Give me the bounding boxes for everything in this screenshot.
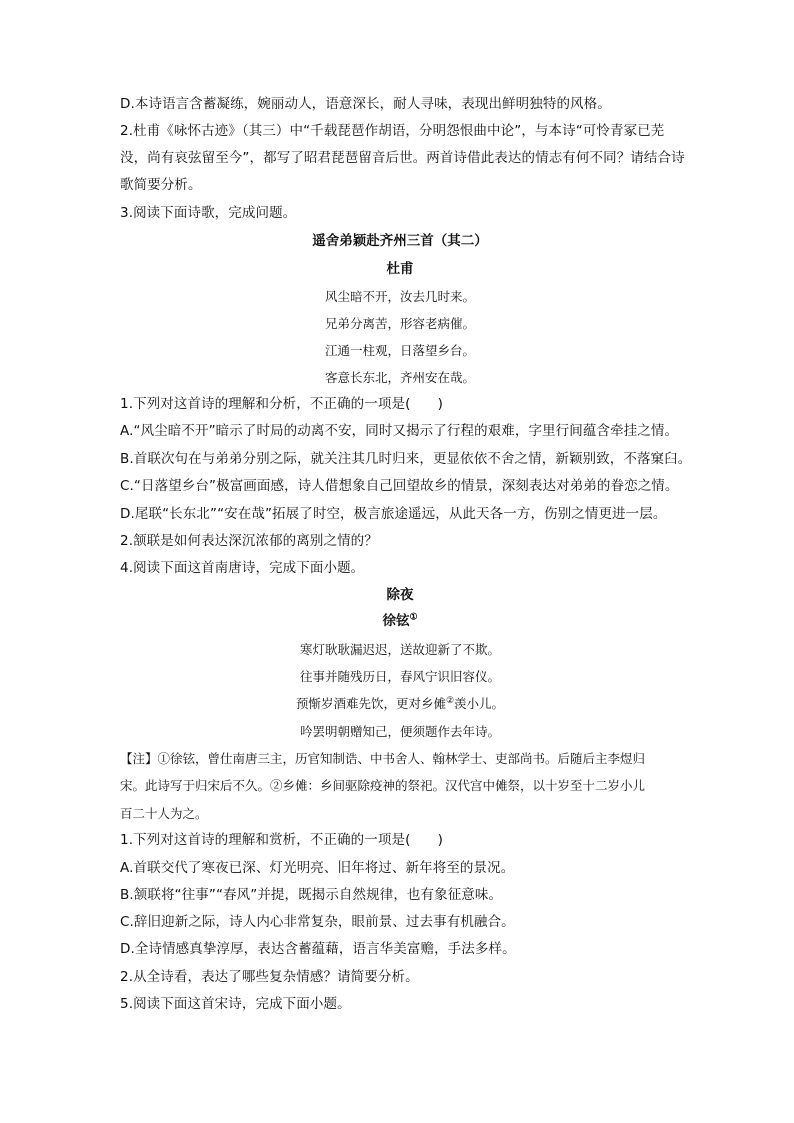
q3-intro: 3.阅读下面诗歌，完成问题。 <box>120 205 297 221</box>
q3-option-c: C.“日落望乡台”极富画面感，诗人借想象自己回望故乡的情景，深刻表达对弟弟的眷恋之情。 <box>120 478 679 494</box>
q3-sub-question-1: 1.下列对这首诗的理解和分析，不正确的一项是( ) <box>120 396 444 412</box>
q4-author-note-mark: ① <box>409 612 418 623</box>
q4-sub-question-2: 2.从全诗看，表达了哪些复杂情感？请简要分析。 <box>120 969 419 985</box>
q3-poem-author: 杜甫 <box>386 261 414 277</box>
q3-poem-line: 江通一柱观，日落望乡台。 <box>324 343 475 358</box>
q4-option-d: D.全诗情感真挚淳厚，表达含蓄蕴藉，语言华美富赡，手法多样。 <box>120 941 516 957</box>
q4-poem-line-part-2: 羡小儿。 <box>454 696 505 711</box>
q4-option-b: B.颔联将“往事”“春风”并提，既揭示自然规律，也有象征意味。 <box>120 887 503 903</box>
q4-note-line-3: 百二十人为之。 <box>120 806 208 821</box>
q4-poem-line: 吟罢明朝赠知己，便须题作去年诗。 <box>299 724 500 739</box>
q3-option-b: B.首联次句在与弟弟分别之际，就关注其几时归来，更显依依不舍之情，新颖别致，不落窠臼。 <box>120 451 692 467</box>
q2-text-line-1: 2.杜甫《咏怀古迹》（其三）中“千载琵琶作胡语，分明怨恨曲中论”，与本诗“可怜青冢已芜 <box>120 123 665 139</box>
q3-option-d: D.尾联“长东北”“安在哉”拓展了时空，极言旅途遥远，从此天各一方，伤别之情更进一层。 <box>120 506 667 522</box>
q3-poem-title: 遥舍弟颖赴齐州三首（其二） <box>312 233 488 249</box>
q3-poem-line: 客意长东北，齐州安在哉。 <box>324 370 475 385</box>
q4-poem-line: 寒灯耿耿漏迟迟，送故迎新了不欺。 <box>299 642 500 657</box>
q4-poem-line-part-1: 预惭岁酒难先饮，更对乡傩 <box>295 696 446 711</box>
q4-option-a: A.首联交代了寒夜已深、灯光明亮、旧年将过、新年将至的景况。 <box>120 860 515 876</box>
q2-text-line-3: 歌简要分析。 <box>120 177 202 193</box>
q4-author-name: 徐铉 <box>382 613 410 629</box>
q4-option-c: C.辞旧迎新之际，诗人内心非常复杂，眼前景、过去事有机融合。 <box>120 914 515 930</box>
q4-poem-title: 除夜 <box>386 587 414 603</box>
q2-text-line-2: 没，尚有哀弦留至今”，都写了昭君琵琶留音后世。两首诗借此表达的情志有何不同？请结合诗 <box>120 150 685 166</box>
q4-intro: 4.阅读下面这首南唐诗，完成下面小题。 <box>120 560 365 576</box>
q3-poem-line: 兄弟分离苦，形容老病催。 <box>324 316 475 331</box>
q3-sub-question-2: 2.颔联是如何表达深沉浓郁的离别之情的？ <box>120 533 378 549</box>
q4-sub-question-1: 1.下列对这首诗的理解和赏析，不正确的一项是( ) <box>120 832 444 848</box>
q3-poem-line: 风尘暗不开，汝去几时来。 <box>324 289 475 304</box>
q4-poem-line <box>120 690 680 717</box>
q4-poem-line: 往事并随残历日，春风宁识旧容仪。 <box>299 669 500 684</box>
q5-intro: 5.阅读下面这首宋诗，完成下面小题。 <box>120 996 351 1012</box>
q4-line-note-mark: ② <box>445 695 455 706</box>
q4-note-line-1: 【注】①徐铉，曾仕南唐三主，历官知制诰、中书舍人、翰林学士、吏部尚书。后随后主李煜归 <box>120 751 646 766</box>
q1-option-d: D.本诗语言含蓄凝练，婉丽动人，语意深长，耐人寻味，表现出鲜明独特的风格。 <box>120 96 611 112</box>
q3-option-a: A.“风尘暗不开”暗示了时局的动离不安，同时又揭示了行程的艰难，字里行间蕴含牵挂之情。 <box>120 423 679 439</box>
q4-poem-author <box>120 608 680 635</box>
q4-note-line-2: 宋。此诗写于归宋后不久。②乡傩：乡间驱除疫神的祭祀。汉代宫中傩祭，以十岁至十二岁小儿 <box>120 778 646 793</box>
